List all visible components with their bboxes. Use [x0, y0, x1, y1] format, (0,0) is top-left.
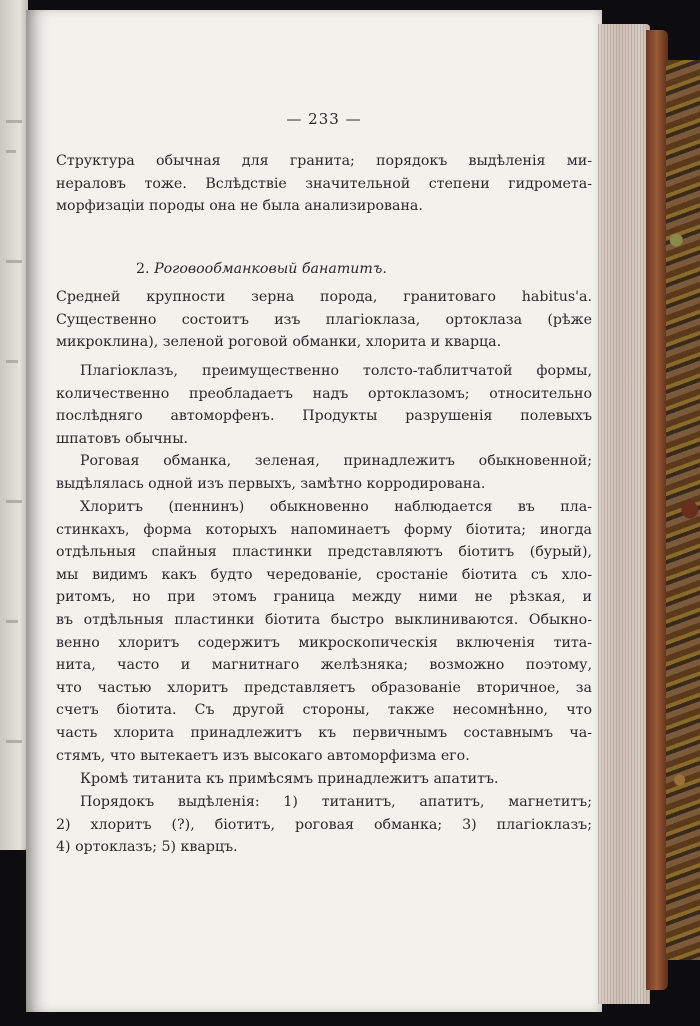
page-number: — 233 —: [286, 110, 362, 128]
text-line: отдѣльныя спайныя пластинки представляютъ біотитъ (бурый),: [56, 544, 592, 561]
text-line: Хлоритъ (пеннинъ) обыкновенно наблюдается въ пла-: [80, 499, 592, 515]
text-line: венно хлоритъ содержитъ микроскопическія включенія тита-: [56, 634, 592, 651]
marbled-endpaper: [666, 60, 700, 960]
text-line: Существенно состоитъ изъ плагіоклаза, ортоклаза (рѣже: [56, 311, 592, 328]
paragraph-description: [56, 286, 592, 354]
text-line: Роговая обманка, зеленая, принадлежитъ обыкновенной;: [80, 453, 592, 469]
text-line: 2) хлоритъ (?), біотитъ, роговая обманка; 3) плагіоклазъ;: [56, 816, 592, 833]
text-line: морфизаціи породы она не была анализирована.: [56, 198, 423, 215]
paragraph-apatite: [56, 768, 592, 791]
text-line: послѣдняго автоморфенъ. Продукты разрушенія полевыхъ: [56, 408, 592, 425]
paragraph-hornblende: [56, 450, 592, 495]
section-number: 2.: [136, 261, 150, 277]
text-line: ритомъ, но при этомъ граница между ними не рѣзкая, и: [56, 589, 592, 606]
text-line: нераловъ тоже. Вслѣдствіе значительной степени гидромета-: [56, 175, 592, 192]
paragraph-plagioclase: [56, 360, 592, 450]
text-line: мы видимъ какъ будто чередованіе, сростаніе біотита съ хло-: [56, 566, 592, 583]
text-line: нита, часто и магнитнаго желѣзняка; возможно поэтому,: [56, 657, 592, 674]
text-line: стинкахъ, форма которыхъ напоминаетъ форму біотита; иногда: [56, 521, 592, 538]
page-block-edges: [598, 24, 650, 1004]
text-line: что частью хлоритъ представляетъ образованіе вторичное, за: [56, 679, 592, 696]
facing-page-edge: [0, 0, 28, 850]
book-cover-spine: [646, 30, 668, 990]
section-title: Роговообманковый банатитъ.: [154, 261, 387, 277]
section-heading: [136, 258, 387, 281]
text-line: выдѣлялась одной изъ первыхъ, замѣтно корродирована.: [56, 475, 486, 492]
text-line: Порядокъ выдѣленія: 1) титанитъ, апатитъ, магнетитъ;: [80, 794, 592, 810]
text-line: Средней крупности зерна порода, гранитоваго habitus'a.: [56, 289, 592, 305]
text-line: 4) ортоклазъ; 5) кварцъ.: [56, 839, 238, 856]
text-line: Кромѣ титанита къ примѣсямъ принадлежитъ апатитъ.: [80, 771, 499, 787]
text-line: счетъ біотита. Съ другой стороны, также несомнѣнно, что: [56, 702, 592, 719]
paragraph-order: [56, 791, 592, 859]
paragraph-structure: [56, 150, 592, 218]
paragraph-chlorite: [56, 496, 592, 767]
text-line: часть хлорита принадлежитъ къ первичнымъ составнымъ ча-: [56, 724, 592, 741]
text-line: Плагіоклазъ, преимущественно толсто-таблитчатой формы,: [80, 363, 592, 379]
text-line: въ отдѣльныя пластинки біотита быстро выклиниваются. Обыкно-: [56, 611, 592, 628]
text-line: микроклина), зеленой роговой обманки, хлорита и кварца.: [56, 334, 502, 351]
text-line: стямъ, что вытекаетъ изъ высокаго автоморфизма его.: [56, 747, 470, 764]
text-line: количественно преобладаетъ надъ ортоклазомъ; относительно: [56, 385, 592, 402]
text-line: шпатовъ обычны.: [56, 430, 189, 447]
text-line: Структура обычная для гранита; порядокъ выдѣленія ми-: [56, 153, 592, 169]
